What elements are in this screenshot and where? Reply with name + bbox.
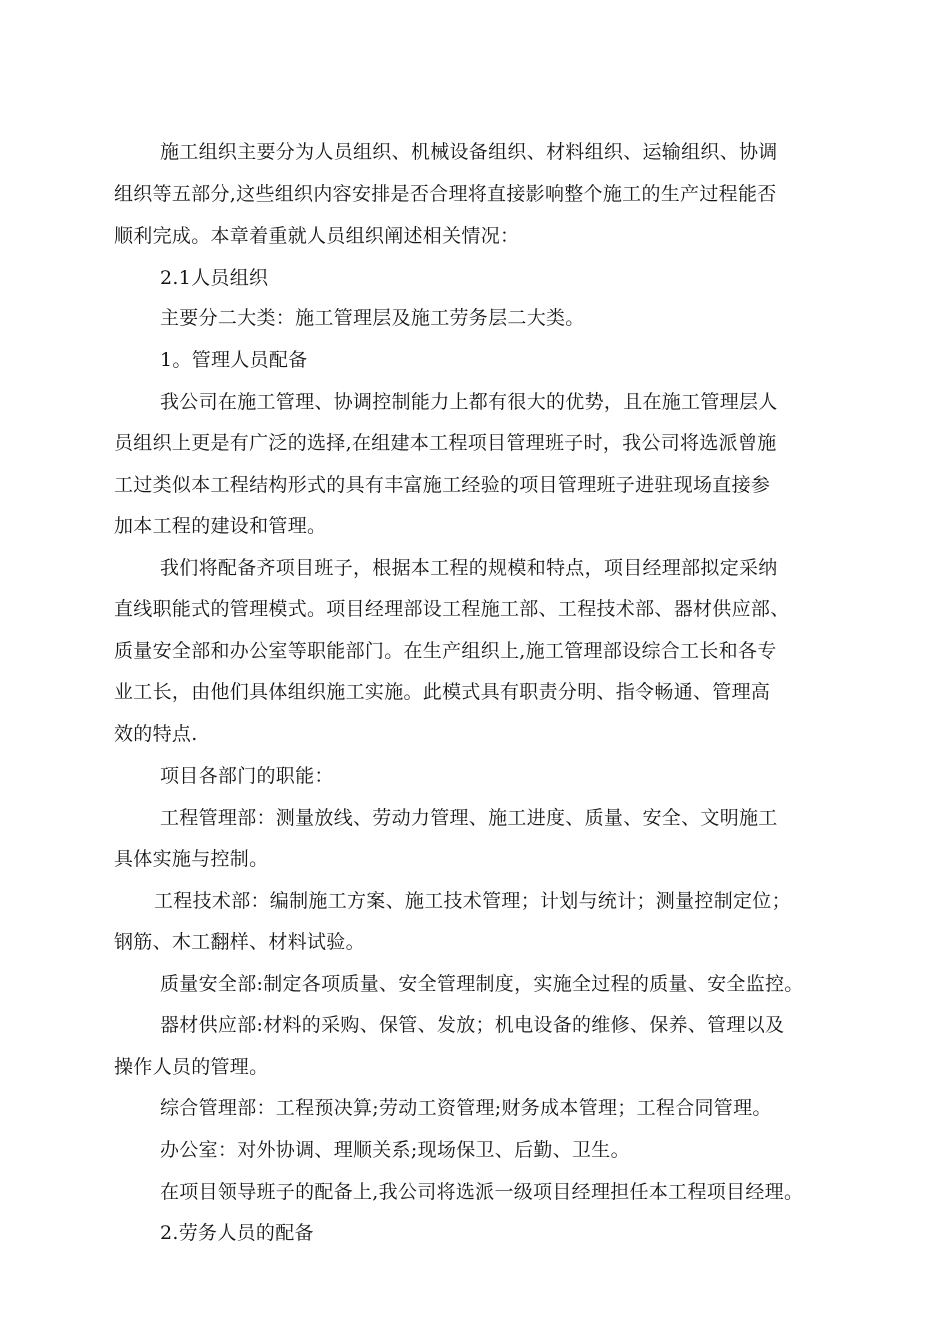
text-line: 工程管理部：测量放线、劳动力管理、施工进度、质量、安全、文明施工 <box>160 807 778 829</box>
text-line: 业工长，由他们具体组织施工实施。此模式具有职责分明、指令畅通、管理高 <box>114 681 771 703</box>
text-line: 器材供应部:材料的采购、保管、发放；机电设备的维修、保养、管理以及 <box>160 1014 785 1036</box>
subsection-heading: 2.劳务人员的配备 <box>160 1222 314 1244</box>
text-line: 员组织上更是有广泛的选择,在组建本工程项目管理班子时，我公司将选派曾施 <box>114 432 777 454</box>
text-line: 主要分二大类：施工管理层及施工劳务层二大类。 <box>160 307 585 329</box>
text-line: 综合管理部：工程预决算;劳动工资管理;财务成本管理；工程合同管理。 <box>160 1097 772 1119</box>
text-line: 施工组织主要分为人员组织、机械设备组织、材料组织、运输组织、协调 <box>160 141 778 163</box>
text-line: 工程技术部：编制施工方案、施工技术管理；计划与统计；测量控制定位； <box>154 890 791 912</box>
text-line: 质量安全部和办公室等职能部门。在生产组织上,施工管理部设综合工长和各专 <box>114 640 777 662</box>
text-line: 我们将配备齐项目班子，根据本工程的规模和特点，项目经理部拟定采纳 <box>160 557 778 579</box>
section-heading: 2.1人员组织 <box>160 267 269 289</box>
text-line: 项目各部门的职能： <box>160 765 334 787</box>
text-line: 在项目领导班子的配备上,我公司将选派一级项目经理担任本工程项目经理。 <box>160 1181 804 1203</box>
text-line: 组织等五部分,这些组织内容安排是否合理将直接影响整个施工的生产过程能否 <box>114 183 777 205</box>
text-line: 质量安全部:制定各项质量、安全管理制度，实施全过程的质量、安全监控。 <box>160 973 804 995</box>
text-line: 钢筋、木工翻样、材料试验。 <box>114 931 365 953</box>
text-line: 工过类似本工程结构形式的具有丰富施工经验的项目管理班子进驻现场直接参 <box>114 474 771 496</box>
text-line: 加本工程的建设和管理。 <box>114 515 327 537</box>
text-line: 顺利完成。本章着重就人员组织阐述相关情况： <box>114 225 520 247</box>
text-line: 具体实施与控制。 <box>114 848 269 870</box>
text-line: 我公司在施工管理、协调控制能力上都有很大的优势，且在施工管理层人 <box>160 391 778 413</box>
subsection-heading: 1。管理人员配备 <box>160 349 308 371</box>
text-line: 效的特点. <box>114 723 198 745</box>
text-line: 操作人员的管理。 <box>114 1056 269 1078</box>
text-line: 直线职能式的管理模式。项目经理部设工程施工部、工程技术部、器材供应部、 <box>114 598 790 620</box>
text-line: 办公室：对外协调、理顺关系;现场保卫、后勤、卫生。 <box>160 1139 630 1161</box>
